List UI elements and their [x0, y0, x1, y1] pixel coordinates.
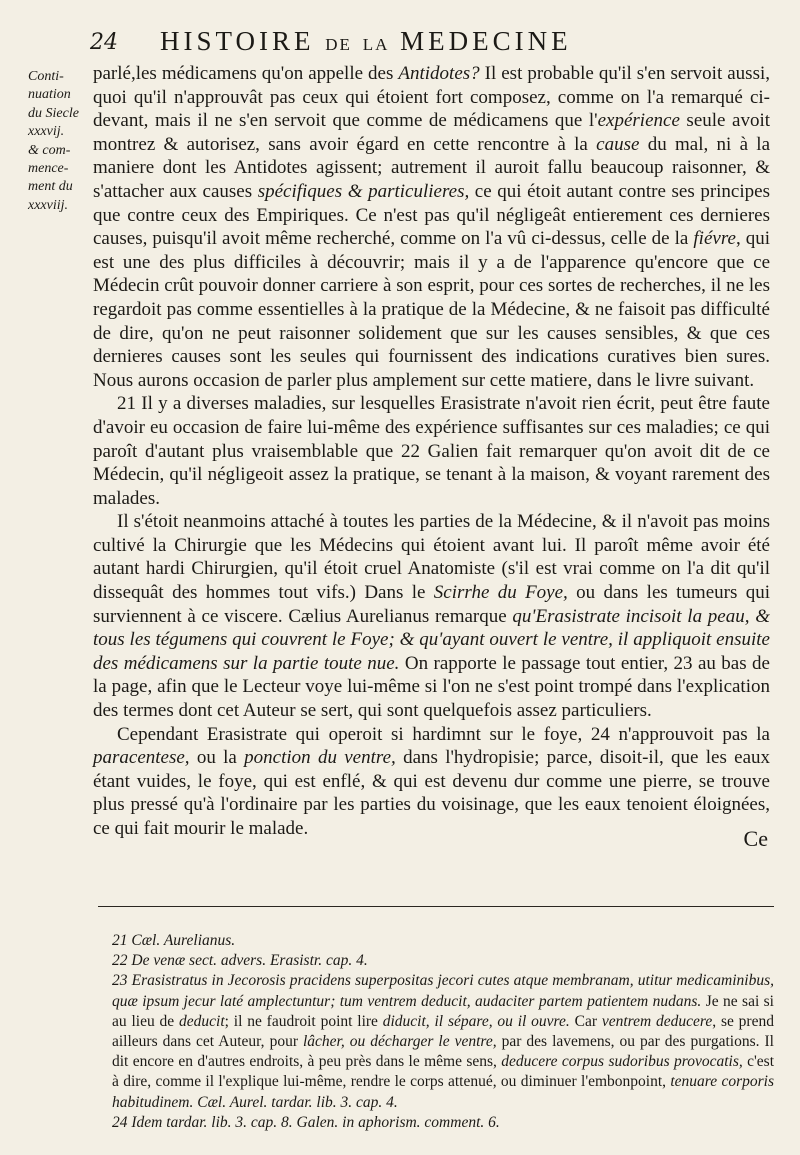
catchword: Ce — [743, 826, 768, 851]
margin-note-line: ment du — [28, 179, 73, 195]
text-run: du mal, ni à la maniere dont les Antidotes agissent; autrement il auroit fallu beaucoup raisonner, & s'attacher aux causes — [93, 133, 771, 202]
footnote-text: diducit, il sépare, ou il ouvre. — [382, 1012, 570, 1030]
margin-note-line: mence- — [28, 161, 69, 177]
footnote-text: tenuare corporis habitudinem. Cæl. Aurel. tardar. lib. 3. cap. 4. — [112, 1073, 774, 1111]
paragraph-paracentese — [93, 723, 770, 841]
footnote-text: deducere corpus sudoribus provocatis, — [501, 1053, 743, 1071]
footnote-rule — [98, 906, 774, 907]
footnote-23 — [112, 971, 774, 1112]
footnotes — [112, 931, 774, 1133]
text-run: Cependant Erasistrate qui operoit si hardimnt sur le foye, 24 n'approuvoit pas la — [117, 723, 770, 745]
text-run: ce qui étoit autant contre ses principes que contre ceux des Empiriques. Ce n'est pas qu'il négligeât entierement ces dernieres causes, puisqu'il avoit même recherché, comme on l'a vû ci-dessus, celle de la — [93, 180, 770, 250]
text-run: ou dans les tumeurs qui surviennent à ce viscere. Cælius Aurelianus remarque — [93, 582, 770, 627]
text-run: Il est probable qu'il s'en servoit aussi, quoi qu'il n'approuvât pas ceux qui étoient fort composez, comme on l'a remarqué ci-devant, mais il ne s'en servoit que comme de médicamens que l' — [93, 63, 770, 132]
title-word-histoire: HISTOIRE — [160, 26, 315, 56]
footnote-text: ventrem deducere — [601, 1012, 713, 1030]
text-run: On rapporte le passage tout entier, 23 au bas de la page, afin que le Lecteur voye lui-même si l'on ne s'est point trompé dans l'explication des termes dont cet Auteur se sert, qui sont quelquefois assez particuliers. — [93, 652, 770, 722]
italic-run: cause — [596, 133, 640, 155]
title-word-medecine: MEDECINE — [400, 26, 572, 56]
footnote-text: c'est à dire, comme il l'explique lui-même, rendre le corps attenué, ou diminuer l'embonpoint, — [112, 1053, 775, 1091]
main-text — [93, 62, 770, 841]
footnote-text: 24 Idem tardar. lib. 3. cap. 8. Galen. in aphorism. comment. 6. — [112, 1113, 500, 1131]
italic-run: paracentese, — [93, 747, 190, 769]
margin-note-line: & com- — [28, 142, 71, 158]
text-run: Il s'étoit neanmoins attaché à toutes les parties de la Médecine, & il n'avoit pas moins cultivé la Chirurgie que les Médecins qui étoient avant lui. Il paroît même avoir été autant hardi Chirurgien, qu'il étoit cruel Anatomiste (s'il est vrai comme on l'a dit qu'il dissequât des hommes tout vifs.) Dans le — [93, 511, 770, 604]
margin-note — [28, 68, 92, 215]
margin-note-line: xxxvij. — [28, 124, 65, 140]
footnote-21 — [112, 931, 774, 951]
italic-run: ponction du ventre, — [244, 747, 396, 769]
page-number: 24 — [90, 30, 118, 55]
footnote-text: Car — [569, 1012, 602, 1030]
footnote-text: 22 De venæ sect. advers. Erasistr. cap. 4. — [112, 952, 368, 970]
margin-note-line: Conti- — [28, 69, 64, 84]
footnote-text: lâcher, ou décharger le ventre, — [302, 1033, 497, 1051]
margin-note-line: du Siecle — [28, 105, 79, 121]
italic-run: Antidotes? — [398, 63, 480, 84]
footnote-text: Je ne sai si au lieu de — [112, 992, 774, 1030]
italic-run: expérience — [597, 110, 680, 132]
paragraph-chirurgie — [93, 510, 770, 722]
margin-note-line: nuation — [28, 87, 71, 103]
paragraph-maladies: 21 Il y a diverses maladies, sur lesquelles Erasistrate n'avoit rien écrit, peut être faute d'avoir eu occasion de faire lui-même des expérience suffisantes sur ces maladies; ce qui paroît d'autant plus vraisemblable que 22 Galien fait remarquer qu'on avoit dit de ce Médecin, qu'il négligeoit assez la pratique, se tenant à la maison, & voyant rarement des malades. — [93, 393, 770, 509]
title-word-de: DE — [325, 35, 352, 54]
text-run: seule avoit montrez & autorisez, sans avoir égard en cette rencontre à la — [93, 110, 771, 155]
text-run: dans l'hydropisie; parce, disoit-il, que les eaux étant vuides, le foye, qui est enflé, & qui est devenu dur comme une pierre, se trouve plus pressé qu'à l'ordinaire par les parties du voisinage, que les eaux tenoient éloignées, ce qui fait mourir le malade. — [93, 747, 771, 839]
italic-run: fiévre — [693, 228, 736, 250]
footnote-text: par des lavemens, ou par des purgations. Il dit encore en d'autres endroits, à peu près dans le même sens, — [112, 1033, 774, 1071]
footnote-24 — [112, 1113, 774, 1133]
text-run: parlé,les médicamens qu'on appelle des — [93, 63, 399, 84]
text-run: ou la — [189, 747, 245, 769]
footnote-text: ; il ne faudroit point lire — [224, 1012, 383, 1030]
footnote-22 — [112, 951, 774, 971]
footnote-text: 23 Erasistratus in Jecorosis pracidens superpositas jecori cutes atque membranam, utitur medicaminibus, quæ ipsum jecur laté amplectuntur; tum ventrem deducit, audaciter partem patientem nudans. — [112, 972, 774, 1010]
footnote-text: deducit — [179, 1012, 225, 1030]
italic-run: qu'Erasistrate incisoit la peau, & tous les tégumens qui couvrent le Foye; & qu'ayant ouvert le ventre, il appliquoit ensuite des médicamens sur la partie toute nue. — [93, 605, 770, 674]
italic-run: spécifiques & particulieres, — [257, 180, 470, 202]
running-title — [160, 26, 572, 57]
footnote-text: 21 Cæl. Aurelianus. — [112, 932, 236, 949]
running-header — [90, 26, 780, 60]
footnote-text: , se prend ailleurs dans cet Auteur, pour — [112, 1012, 774, 1051]
paragraph-antidotes — [93, 62, 770, 392]
text-run: , qui est une des plus difficiles à découvrir; mais il y a de l'apparence qu'encore que ce Médecin crût pouvoir donner carriere à son esprit, pour ces sortes de recherches, il ne les regardoit pas comme essentielles à la pratique de la Médecine, & ne faisoit pas difficulté de dire, qu'on ne peut raisonner solidement que sur les causes sensibles, & que ces dernieres causes sont les seules qui fournissent des indications curatives bien sures. Nous aurons occasion de parler plus amplement sur cette matiere, dans le livre suivant. — [93, 228, 770, 391]
title-word-la: LA — [362, 35, 390, 54]
italic-run: Scirrhe du Foye, — [433, 582, 568, 604]
margin-note-line: xxxviij. — [28, 197, 69, 213]
